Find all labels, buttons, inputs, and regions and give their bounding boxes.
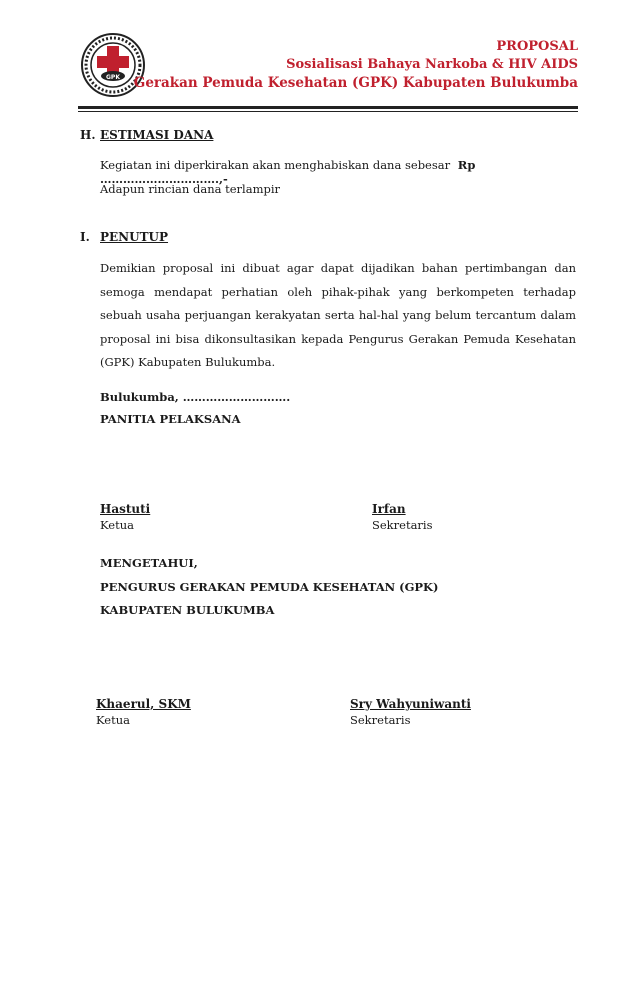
signature-name-board-chair: Khaerul, SKM: [96, 697, 191, 711]
section-i-paragraph: Demikian proposal ini dibuat agar dapat dijadikan bahan pertimbangan dan semoga mendapat perhatian oleh pihak-pihak yang berkompeten terhadap sebuah usaha perjuangan kerakyatan serta hal-hal yang belum tercantum dalam proposal ini bisa dikonsultasikan kepada Pengurus Gerakan Pemuda Kesehatan (GPK) Kabupaten Bulukumba.: [100, 261, 576, 369]
header-rule-thick: [78, 106, 578, 109]
acknowledge-region: KABUPATEN BULUKUMBA: [100, 603, 275, 617]
signature-name-secretary: Irfan: [372, 502, 406, 516]
committee-label: PANITIA PELAKSANA: [100, 412, 241, 426]
document-header: [134, 38, 578, 92]
section-i-heading: [80, 230, 168, 244]
signature-name-chair: Hastuti: [100, 502, 151, 516]
acknowledge-board: PENGURUS GERAKAN PEMUDA KESEHATAN (GPK): [100, 580, 439, 594]
section-h-amount: Rp ………………………….,-: [100, 158, 476, 186]
section-i-number: I.: [80, 230, 90, 244]
section-h-title: ESTIMASI DANA: [100, 128, 214, 142]
header-subtitle: Sosialisasi Bahaya Narkoba & HIV AIDS: [286, 57, 578, 72]
acknowledge-label: MENGETAHUI,: [100, 556, 198, 570]
signature-role-board-chair: Ketua: [96, 713, 130, 727]
place-date: Bulukumba, ……………………….: [100, 390, 291, 404]
signature-role-secretary: Sekretaris: [372, 518, 433, 532]
section-i-title: PENUTUP: [100, 230, 169, 244]
header-rule-thin: [78, 111, 578, 112]
logo-text: GPK: [106, 74, 120, 81]
signature-name-board-secretary: Sry Wahyuniwanti: [350, 697, 471, 711]
section-h-heading: [80, 128, 213, 142]
signature-role-chair: Ketua: [100, 518, 134, 532]
section-h-line1-text: Kegiatan ini diperkirakan akan menghabiskan dana sebesar: [100, 158, 451, 172]
header-title: PROPOSAL: [496, 39, 578, 54]
signature-role-board-secretary: Sekretaris: [350, 713, 411, 727]
section-h-number: H.: [80, 128, 96, 142]
section-h-line2: Adapun rincian dana terlampir: [100, 182, 281, 196]
header-organization: Gerakan Pemuda Kesehatan (GPK) Kabupaten Bulukumba: [133, 75, 578, 91]
